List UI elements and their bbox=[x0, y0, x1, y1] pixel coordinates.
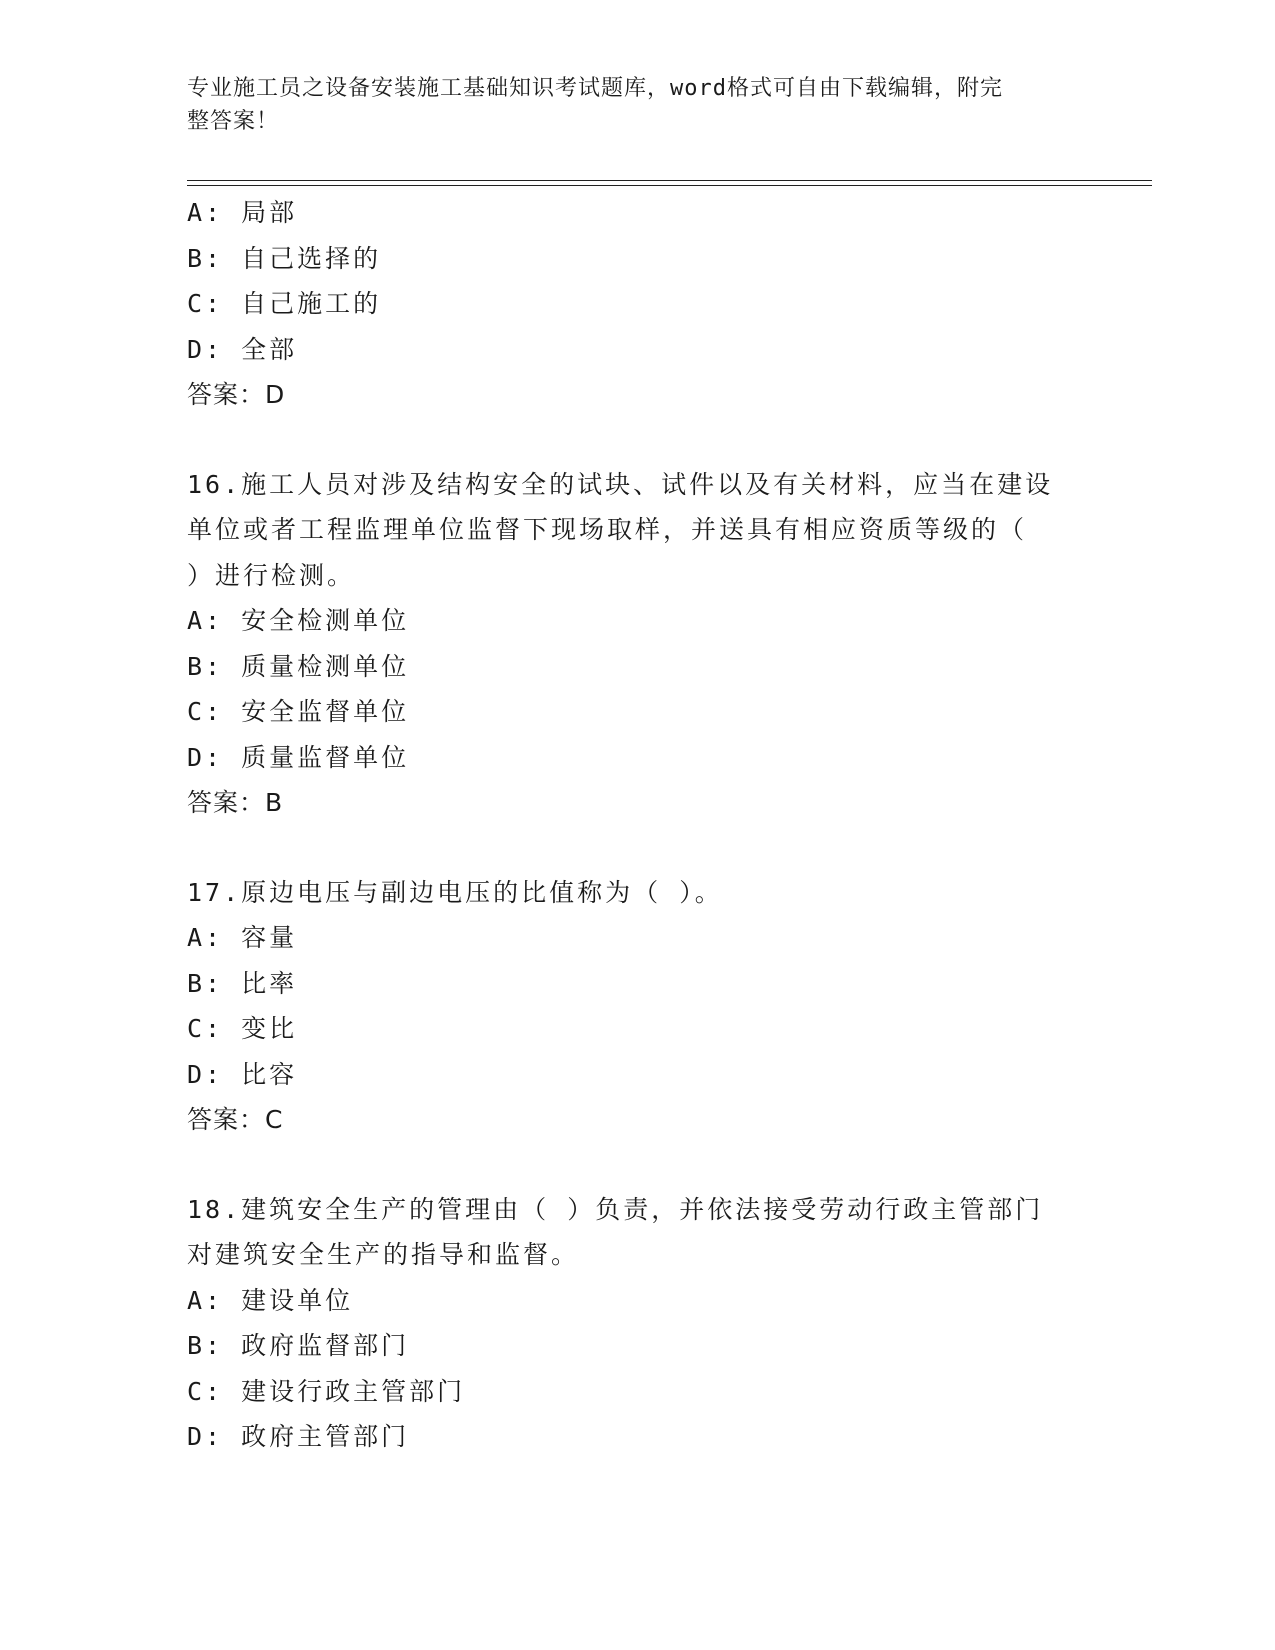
spacer bbox=[187, 1143, 1087, 1187]
option-a: A: 建设单位 bbox=[187, 1285, 354, 1315]
spacer bbox=[187, 418, 1087, 462]
question-15-continued bbox=[187, 190, 1087, 418]
option-b: B: 质量检测单位 bbox=[187, 651, 410, 681]
answer-line: 答案：C bbox=[187, 1105, 284, 1134]
question-text-line: 对建筑安全生产的指导和监督。 bbox=[187, 1240, 580, 1269]
option-c: C: 建设行政主管部门 bbox=[187, 1376, 466, 1406]
question-text-line: 17.原边电压与副边电压的比值称为（ ）。 bbox=[187, 877, 723, 907]
question-18 bbox=[187, 1187, 1087, 1460]
document-header bbox=[187, 72, 1067, 138]
answer-line: 答案：B bbox=[187, 788, 284, 817]
header-line-1: 专业施工员之设备安装施工基础知识考试题库，word格式可自由下载编辑，附完 bbox=[187, 76, 1003, 101]
option-d: D: 质量监督单位 bbox=[187, 742, 410, 772]
option-a: A: 安全检测单位 bbox=[187, 606, 410, 635]
spacer bbox=[187, 826, 1087, 870]
header-line-2: 整答案！ bbox=[187, 109, 280, 134]
question-text-line: 18.建筑安全生产的管理由（ ）负责，并依法接受劳动行政主管部门 bbox=[187, 1194, 1044, 1224]
option-a: A: 容量 bbox=[187, 923, 298, 952]
option-b: B: 政府监督部门 bbox=[187, 1331, 410, 1360]
option-d: D: 全部 bbox=[187, 334, 298, 364]
option-c: C: 自己施工的 bbox=[187, 289, 382, 318]
header-rule-bottom bbox=[187, 185, 1152, 186]
option-c: C: 变比 bbox=[187, 1014, 298, 1043]
question-text-line: ）进行检测。 bbox=[187, 560, 356, 590]
option-b: B: 自己选择的 bbox=[187, 243, 382, 273]
option-b: B: 比率 bbox=[187, 968, 298, 998]
question-text-line: 单位或者工程监理单位监督下现场取样，并送具有相应资质等级的（ bbox=[187, 515, 1028, 544]
question-text-line: 16.施工人员对涉及结构安全的试块、试件以及有关材料，应当在建设 bbox=[187, 469, 1054, 499]
option-c: C: 安全监督单位 bbox=[187, 697, 410, 726]
question-list bbox=[187, 190, 1087, 1460]
option-d: D: 比容 bbox=[187, 1059, 298, 1089]
option-d: D: 政府主管部门 bbox=[187, 1422, 410, 1451]
header-rule-top bbox=[187, 180, 1152, 181]
question-17 bbox=[187, 870, 1087, 1143]
answer-line: 答案：D bbox=[187, 380, 286, 409]
option-a: A: 局部 bbox=[187, 198, 298, 227]
question-16 bbox=[187, 462, 1087, 826]
